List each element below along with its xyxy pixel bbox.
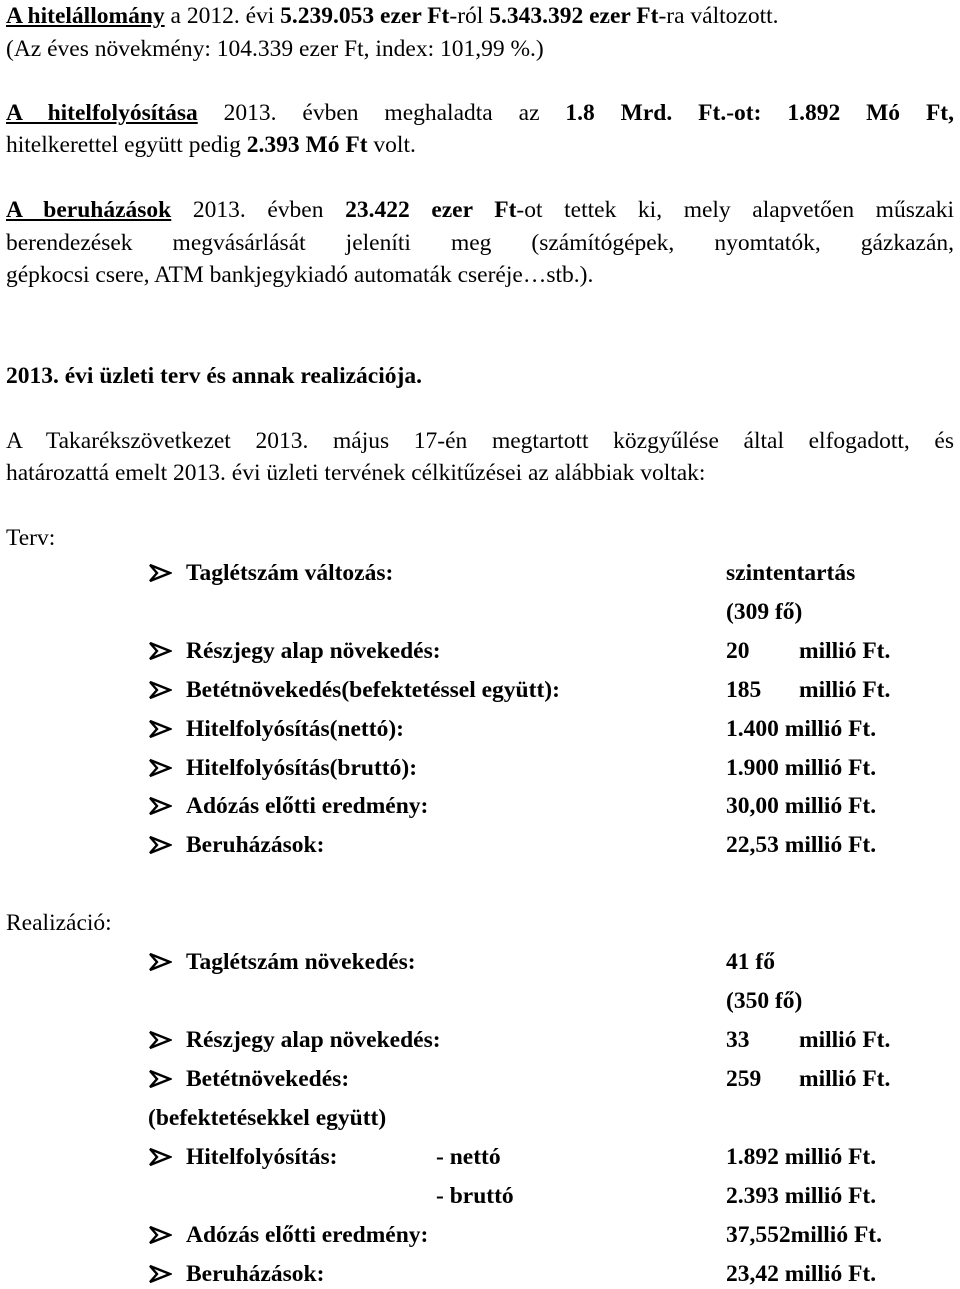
credit-portfolio-label: A hitelállomány <box>6 3 165 29</box>
realization-item-value: 23,42 millió Ft. <box>726 1261 877 1287</box>
text-segment: 2013. évben meghaladta az <box>197 100 566 126</box>
credit-portfolio-to: 5.343.392 ezer Ft <box>489 3 659 29</box>
arrowhead-bullet-icon <box>148 1068 172 1090</box>
plan-item-unit: millió Ft. <box>799 677 891 703</box>
arrowhead-bullet-icon <box>148 562 172 584</box>
realization-item-sublabel: - bruttó <box>436 1183 514 1209</box>
realization-item-extra: (350 fő) <box>726 988 803 1014</box>
realization-item-unit: millió Ft. <box>799 1027 891 1053</box>
realization-item-label: Részjegy alap növekedés: <box>186 1027 441 1053</box>
intro-line-2: határozattá emelt 2013. évi üzleti tervének célkitűzései az alábbiak voltak: <box>6 460 706 486</box>
text-segment: -ra változott. <box>658 3 779 29</box>
arrowhead-bullet-icon <box>148 757 172 779</box>
arrowhead-bullet-icon <box>148 718 172 740</box>
plan-item-unit: millió Ft. <box>799 638 891 664</box>
realization-item-continuation: (befektetésekkel együtt) <box>148 1105 387 1131</box>
realization-item-unit: millió Ft. <box>799 1066 891 1092</box>
investments-detail-2: gépkocsi csere, ATM bankjegykiadó automaták cseréje…stb.). <box>6 262 594 288</box>
realization-item-value: 1.892 millió Ft. <box>726 1144 877 1170</box>
plan-item-label: Taglétszám változás: <box>186 560 394 586</box>
plan-item-value: szintentartás <box>726 560 856 586</box>
arrowhead-bullet-icon <box>148 951 172 973</box>
credit-portfolio-line <box>6 5 779 29</box>
plan-item-label: Hitelfolyósítás(nettó): <box>186 716 404 742</box>
investments-line <box>6 199 954 223</box>
arrowhead-bullet-icon <box>148 640 172 662</box>
realization-item-label: Adózás előtti eredmény: <box>186 1222 429 1248</box>
text-segment: -ot tettek ki, mely alapvetően műszaki <box>516 197 954 223</box>
realization-item-value: 41 fő <box>726 949 775 975</box>
plan-item-extra: (309 fő) <box>726 599 803 625</box>
realization-item-label: Hitelfolyósítás: <box>186 1144 338 1170</box>
credit-limit-value: 2.393 Mó Ft <box>246 132 368 158</box>
realization-item-label: Beruházások: <box>186 1261 325 1287</box>
credit-portfolio-increment: (Az éves növekmény: 104.339 ezer Ft, index: 101,99 %.) <box>6 36 544 62</box>
plan-item-label: Beruházások: <box>186 832 325 858</box>
realization-item-label: Betétnövekedés: <box>186 1066 350 1092</box>
plan-item-value: 30,00 millió Ft. <box>726 793 877 819</box>
arrowhead-bullet-icon <box>148 679 172 701</box>
plan-item-label: Részjegy alap növekedés: <box>186 638 441 664</box>
credit-portfolio-from: 5.239.053 ezer Ft <box>280 3 450 29</box>
investments-label: A beruházások <box>6 197 172 223</box>
text-segment: 2013. évben <box>171 197 346 223</box>
realization-item-value: 37,552millió Ft. <box>726 1222 882 1248</box>
plan-item-value: 1.900 millió Ft. <box>726 755 877 781</box>
section-heading: 2013. évi üzleti terv és annak realizációja. <box>6 363 422 389</box>
credit-limit-line <box>6 134 416 158</box>
arrowhead-bullet-icon <box>148 1146 172 1168</box>
plan-item-label: Hitelfolyósítás(bruttó): <box>186 755 418 781</box>
plan-item-label: Adózás előtti eredmény: <box>186 793 429 819</box>
intro-line-1: A Takarékszövetkezet 2013. május 17-én megtartott közgyűlése által elfogadott, és <box>6 428 954 454</box>
realization-item-value: 259 <box>726 1066 762 1092</box>
arrowhead-bullet-icon <box>148 834 172 856</box>
text-segment: a 2012. évi <box>164 3 281 29</box>
investments-detail-1: berendezések megvásárlását jeleníti meg (számítógépek, nyomtatók, gázkazán, <box>6 230 954 256</box>
arrowhead-bullet-icon <box>148 795 172 817</box>
plan-item-value: 1.400 millió Ft. <box>726 716 877 742</box>
realization-item-value: 2.393 millió Ft. <box>726 1183 877 1209</box>
realization-item-value: 33 <box>726 1027 750 1053</box>
text-segment: -ról <box>449 3 490 29</box>
arrowhead-bullet-icon <box>148 1224 172 1246</box>
plan-item-value: 20 <box>726 638 750 664</box>
credit-disbursement-value: 1.8 Mrd. Ft.-ot: 1.892 Mó Ft, <box>565 100 955 126</box>
arrowhead-bullet-icon <box>148 1029 172 1051</box>
credit-disbursement-line <box>6 102 954 126</box>
plan-label: Terv: <box>6 525 56 551</box>
plan-item-value: 185 <box>726 677 762 703</box>
arrowhead-bullet-icon <box>148 1263 172 1285</box>
investments-value: 23.422 ezer Ft <box>345 197 517 223</box>
text-segment: hitelkerettel együtt pedig <box>6 132 247 158</box>
plan-item-value: 22,53 millió Ft. <box>726 832 877 858</box>
plan-item-label: Betétnövekedés(befektetéssel együtt): <box>186 677 560 703</box>
text-segment: volt. <box>367 132 416 158</box>
realization-label: Realizáció: <box>6 910 112 936</box>
realization-item-label: Taglétszám növekedés: <box>186 949 416 975</box>
credit-disbursement-label: A hitelfolyósítása <box>6 100 198 126</box>
realization-item-sublabel: - nettó <box>436 1144 501 1170</box>
